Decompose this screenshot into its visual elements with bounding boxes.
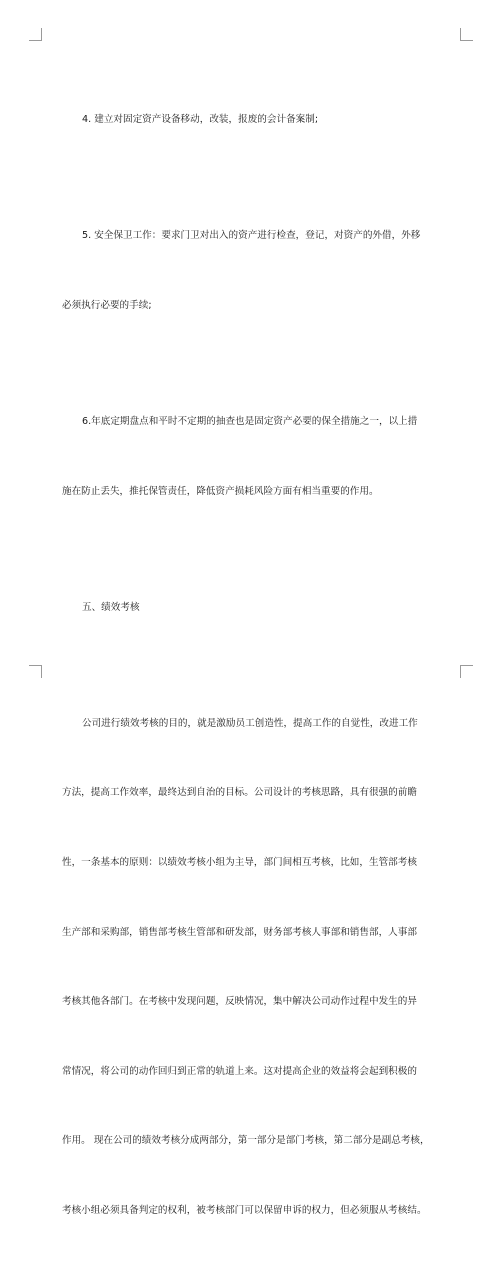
- text-line: 4. 建立对固定资产设备移动，改装，报废的会计备案制;: [82, 114, 319, 126]
- paragraph-item-4: [62, 62, 447, 178]
- text-line: 性，一条基本的原则：以绩效考核小组为主导，部门间相互考核，比如，生管部考核: [62, 856, 417, 868]
- paragraph-item-6: [62, 364, 447, 550]
- text-line: 生产部和采购部，销售部考核生管部和研发部，财务部考核人事部和销售部，人事部: [62, 926, 417, 938]
- crop-mark-top-left: [29, 28, 42, 41]
- text-line: 6.年底定期盘点和平时不定期的抽查也是固定资产必要的保全措施之一，以上措: [82, 416, 418, 428]
- text-line: 考核小组必须具备判定的权利，被考核部门可以保留申诉的权力，但必须服从考核结。: [62, 1204, 427, 1216]
- text-line: 常情况，将公司的动作回归到正常的轨道上来。这对提高企业的效益将会起到积极的: [62, 1065, 417, 1077]
- text-line: 考核其他各部门。在考核中发现问题，反映情况，集中解决公司动作过程中发生的异: [62, 996, 417, 1008]
- crop-mark-bottom-left: [29, 665, 42, 678]
- section-heading: [62, 549, 447, 665]
- text-line: 必须执行必要的手续;: [62, 300, 152, 312]
- text-line: 5. 安全保卫工作：要求门卫对出入的资产进行检查，登记，对资产的外借，外移: [82, 230, 421, 242]
- crop-mark-top-right: [460, 28, 473, 41]
- document-body: [62, 62, 447, 1269]
- paragraph-item-5: [62, 178, 447, 364]
- text-line: 公司进行绩效考核的目的，就是激励员工创造性，提高工作的自觉性，改进工作: [82, 717, 418, 729]
- text-line: 方法，提高工作效率，最终达到自治的目标。公司设计的考核思路，具有很强的前瞻: [62, 787, 417, 799]
- crop-mark-bottom-right: [460, 665, 473, 678]
- paragraph-performance: [62, 665, 447, 1268]
- text-line: 施在防止丢失，推托保管责任，降低资产损耗风险方面有相当重要的作用。: [62, 485, 379, 497]
- text-line: 作用。 现在公司的绩效考核分成两部分，第一部分是部门考核，第二部分是副总考核，: [62, 1135, 430, 1147]
- text-line: 五、绩效考核: [82, 601, 140, 613]
